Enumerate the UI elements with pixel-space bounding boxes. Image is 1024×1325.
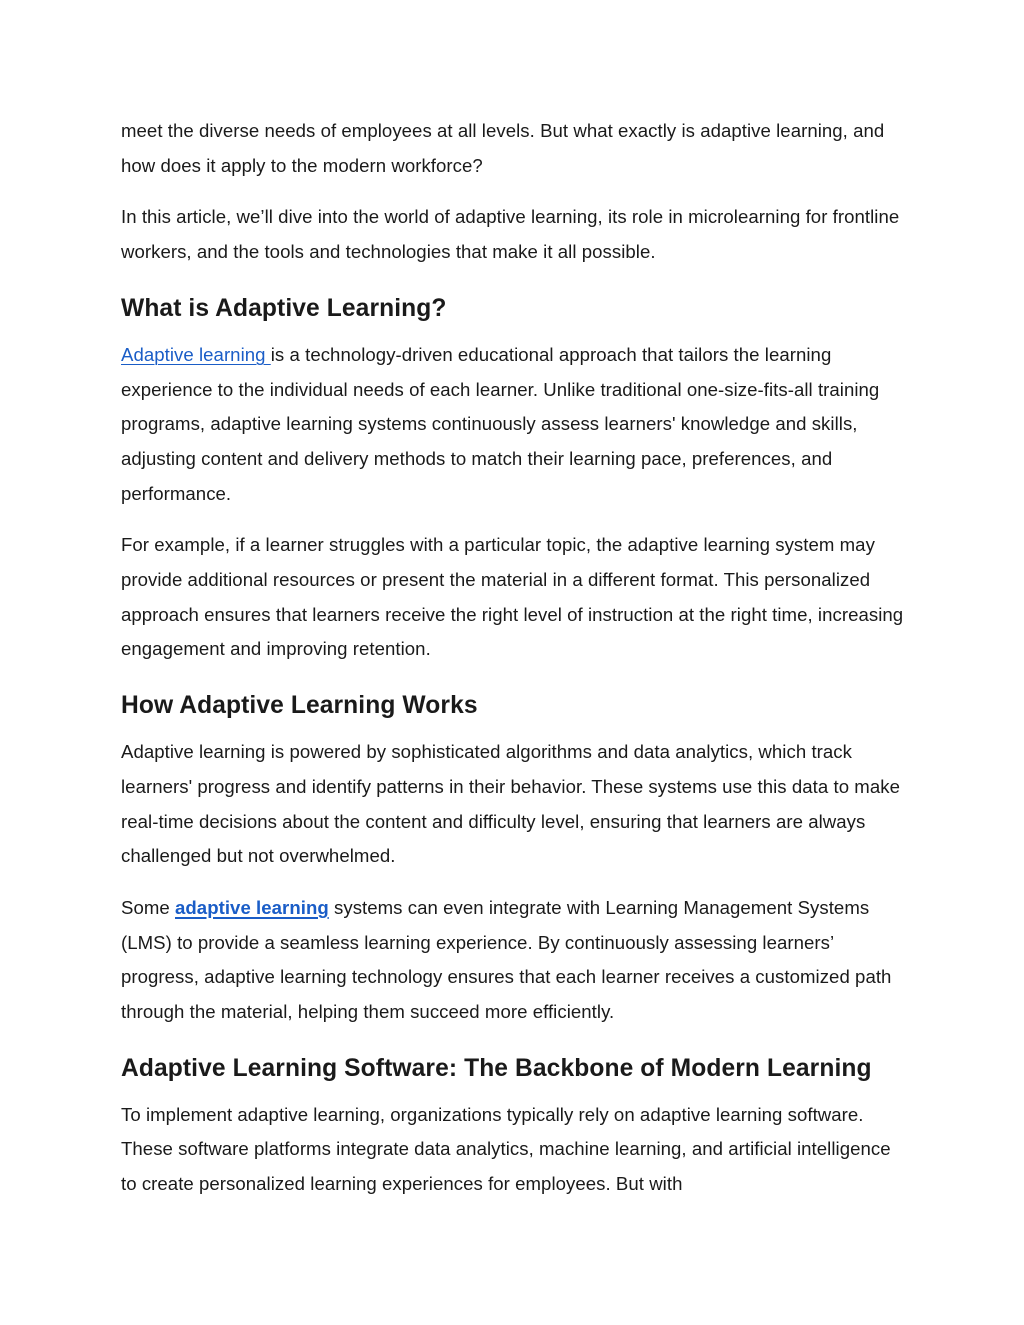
document-page [121,114,911,1219]
lms-paragraph [121,891,911,1030]
adaptive-learning-link[interactable]: Adaptive learning [121,343,271,365]
lms-text-before: Some [121,896,175,918]
definition-text: is a technology-driven educational approach that tailors the learning experience to the individual needs of each learner. Unlike traditional one-size-fits-all training programs, adaptive learning systems continuously assess learners' knowledge and skills, adjusting content and delivery methods to match their learning pace, preferences, and performance. [121,343,880,504]
heading-how-adaptive-learning-works: How Adaptive Learning Works [121,692,478,720]
heading-what-is-adaptive-learning: What is Adaptive Learning? [121,294,447,322]
lms-text-after: systems can even integrate with Learning Management Systems (LMS) to provide a seamless learning experience. By continuously assessing learners’ progress, adaptive learning technology ensures that each learner receives a customized path through the material, helping them succeed more efficiently. [121,896,892,1023]
adaptive-learning-bold-link[interactable]: adaptive learning [175,896,329,918]
definition-paragraph [121,338,911,512]
example-paragraph: For example, if a learner struggles with a particular topic, the adaptive learning system may provide additional resources or present the material in a different format. This personalized approach ensures that learners receive the right level of instruction at the right time, increasing engagement and improving retention. [121,534,904,660]
intro-paragraph-1: meet the diverse needs of employees at all levels. But what exactly is adaptive learning, and how does it apply to the modern workforce? [121,120,885,176]
software-paragraph: To implement adaptive learning, organizations typically rely on adaptive learning software. These software platforms integrate data analytics, machine learning, and artificial intelligence to create personalized learning experiences for employees. But with [121,1103,891,1195]
algorithms-paragraph: Adaptive learning is powered by sophisticated algorithms and data analytics, which track learners' progress and identify patterns in their behavior. These systems use this data to make real-time decisions about the content and difficulty level, ensuring that learners are always challenged but not overwhelmed. [121,741,900,867]
heading-adaptive-learning-software: Adaptive Learning Software: The Backbone of Modern Learning [121,1054,872,1082]
intro-paragraph-2: In this article, we’ll dive into the world of adaptive learning, its role in microlearning for frontline workers, and the tools and technologies that make it all possible. [121,206,900,263]
